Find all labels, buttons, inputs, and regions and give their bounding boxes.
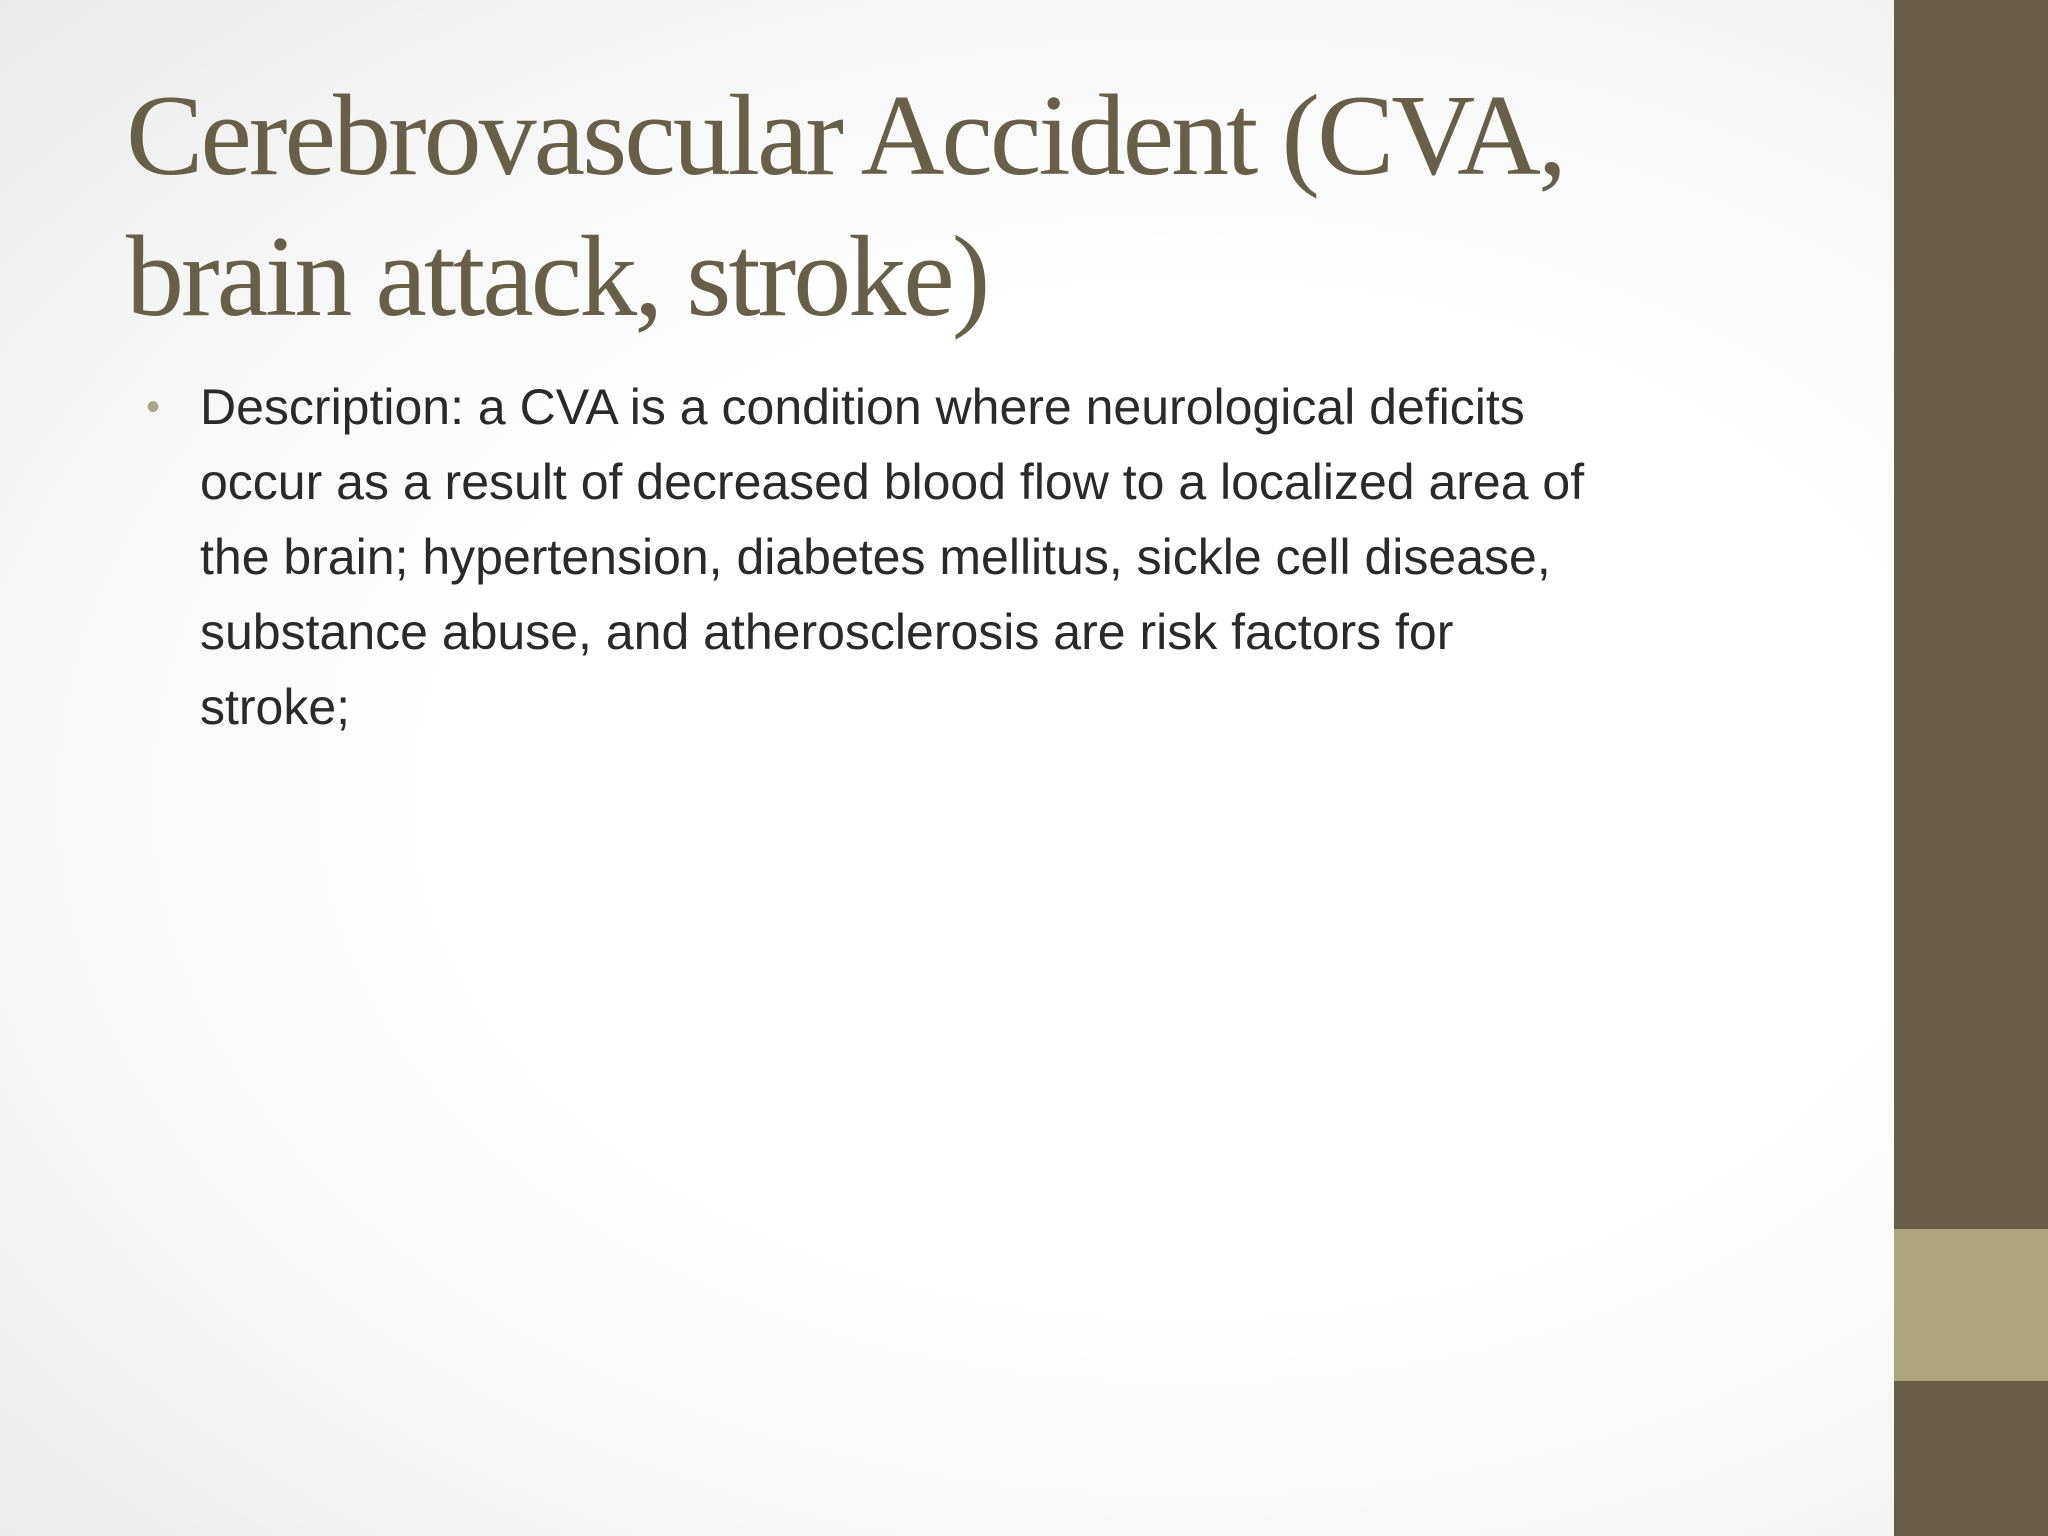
slide-title bbox=[126, 66, 1846, 348]
bullet-line-5: stroke; bbox=[200, 679, 351, 735]
decorative-side-accent bbox=[1894, 1229, 2048, 1381]
title-line-1: Cerebrovascular Accident (CVA, bbox=[126, 72, 1564, 200]
bullet-line-1: Description: a CVA is a condition where neurological deficits bbox=[200, 379, 1525, 435]
bullet-text bbox=[200, 370, 1796, 745]
bullet-line-4: substance abuse, and atherosclerosis are risk factors for bbox=[200, 604, 1454, 660]
bullet-line-2: occur as a result of decreased blood flow to a localized area of bbox=[200, 454, 1585, 510]
title-line-2: brain attack, stroke) bbox=[126, 213, 988, 341]
bullet-list bbox=[146, 370, 1796, 745]
bullet-item bbox=[146, 370, 1796, 745]
bullet-line-3: the brain; hypertension, diabetes mellitus, sickle cell disease, bbox=[200, 529, 1551, 585]
bullet-marker: • bbox=[146, 385, 161, 429]
